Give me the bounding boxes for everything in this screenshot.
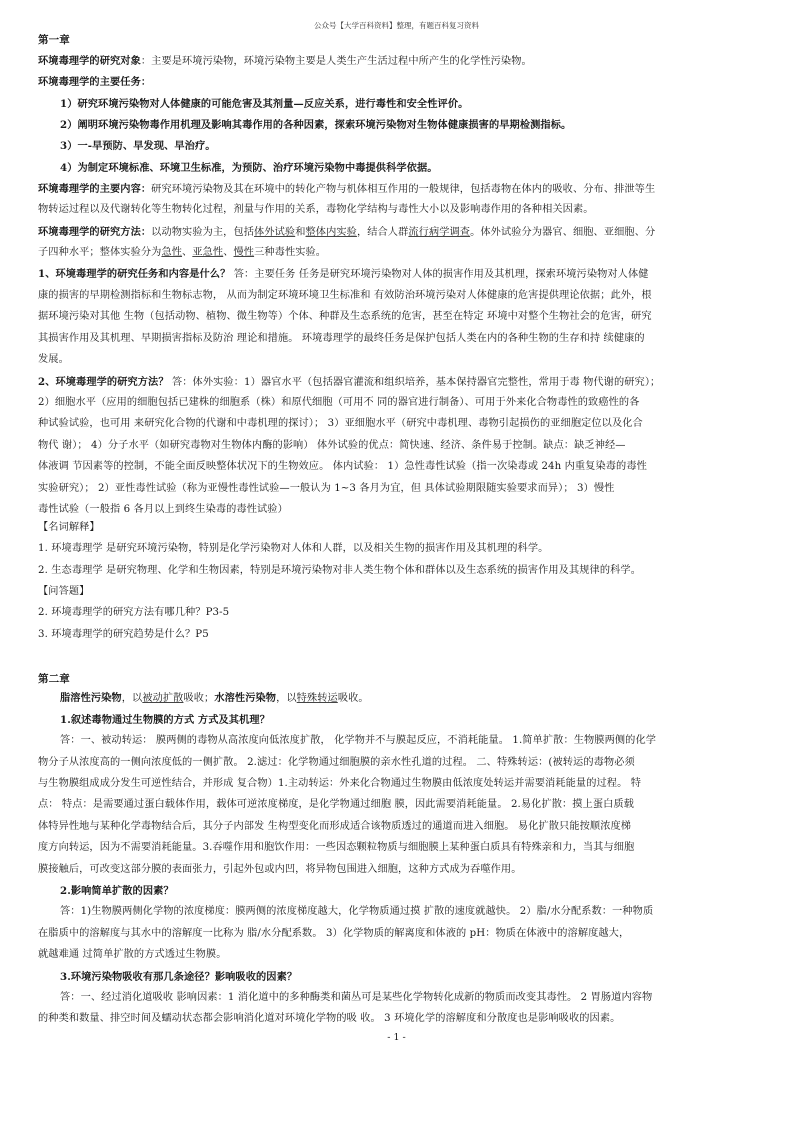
answer-text: 物分子从浓度高的一侧向浓度低的一侧扩散。 2.滤过：化学物通过细胞膜的亲水性孔道的过程。 二、特殊转运：(被转运的毒物必须 xyxy=(38,757,635,768)
underlined-term: 体外试验 xyxy=(254,227,296,238)
answer-text: 据环境污染对其他 生物（包括动物、植物、微生物等）个体、种群及生态系统的危害，甚至在特定 环境中对整个生物社会的危害，研究 xyxy=(38,311,652,322)
paragraph-method xyxy=(38,224,655,241)
answer-text: 实验研究）； 2）亚性毒性试验（称为亚慢性毒性试验—一般认为 1~3 各月为宜，但 具体试验期限随实验要求而异）； 3）慢性 xyxy=(38,483,615,494)
underlined-term: 流行病学调查 xyxy=(408,227,471,238)
answer-text: 度方向转运，因为不需要消耗能量。3.吞噬作用和胞饮作用：一些因态颗粒物质与细胞膜上某种蛋白质具有特殊亲和力，当其与细胞 xyxy=(38,842,635,853)
paragraph-text: 研究环境污染物及其在环境中的转化产物与机体相互作用的一般规律，包括毒物在体内的吸收、分布、排泄等生 xyxy=(151,184,656,195)
answer-text: 物代 谢）； 4）分子水平（如研究毒物对生物体内酶的影响） 体外试验的优点：简快速、经济、条件易于控制。缺点：缺乏神经— xyxy=(38,440,626,451)
paragraph-text: ，结合人群 xyxy=(356,227,409,238)
paragraph-text: 吸收。 xyxy=(337,693,369,704)
answer-text: 康的损害的早期检测指标和生物标志物， 从而为制定环境环境卫生标准和 有效防治环境污染对人体健康的危害提供理论依据；此外，根 xyxy=(38,290,652,301)
answer-text: 其损害作用及其机理、早期损害指标及防治 理论和措施。 环境毒理学的最终任务是保护包括人类在内的各种生物的生存和持 续健康的 xyxy=(38,333,645,344)
paragraph-method-cont xyxy=(38,245,326,261)
underlined-term: 整体内实验 xyxy=(305,227,357,238)
answer-text: 毒性试验（一般指 6 各月以上到终生染毒的毒性试验） xyxy=(38,504,288,515)
chapter-title: 第二章 xyxy=(38,673,70,685)
term-heading: 水溶性污染物 xyxy=(214,692,277,704)
underlined-term: 急性 xyxy=(161,247,183,258)
paragraph-text: 以动物实验为主，包括 xyxy=(151,227,255,238)
underlined-term: 被动扩散 xyxy=(142,693,184,704)
qa-item: 3. 环境毒理学的研究趋势是什么？P5 xyxy=(38,629,209,640)
answer-text: 在脂质中的溶解度与其水中的溶解度一比称为 脂/水分配系数。 3）化学物质的解离度和体液的 pH：物质在体液中的溶解度越大， xyxy=(38,928,630,939)
answer-text: 体液调 节因素等的控制，不能全面反映整体状况下的生物效应。 体内试验： 1）急性毒性试验（指一次染毒或 24h 内重复染毒的毒性 xyxy=(38,461,647,472)
underlined-term: 亚急性 xyxy=(192,247,224,258)
question-1 xyxy=(38,266,649,283)
question-heading: 1.叙述毒物通过生物膜的方式 方式及其机理？ xyxy=(60,714,270,726)
answer-text: 膜接触后，可改变这部分膜的表面张力，引起外包或内凹，将异物包围进入细胞，这种方式成为吞噬作用。 xyxy=(38,864,522,875)
term-heading: 脂溶性污染物 xyxy=(60,692,122,704)
task-item: 2）阐明环境污染物毒作用机理及影响其毒作用的各种因素，探索环境污染物对生物体健康损害的早期检测指标。 xyxy=(60,119,572,131)
question-heading: 2.影响简单扩散的因素？ xyxy=(60,885,174,897)
noun-definition: 1. 环境毒理学 是研究环境污染物，特别是化学污染物对人体和人群，以及相关生物的损害作用及其机理的科学。 xyxy=(38,543,549,554)
term-heading: 环境毒理学的研究方法： xyxy=(38,226,152,238)
answer-text: 答：主要任务 任务是研究环境污染物对人体的损害作用及其机理，探索环境污染物对人体健 xyxy=(230,269,649,280)
noun-heading: 【名词解释】 xyxy=(38,522,100,533)
page-header: 公众号【大学百科资料】整理，有题百科复习资料 xyxy=(314,21,479,30)
page-number: - 1 - xyxy=(387,1032,406,1043)
answer-text: 与生物膜组成成分发生可逆性结合，并形成 复合物）1.主动转运：外来化合物通过生物膜由低浓度处转运并需要消耗能量的过程。 特 xyxy=(38,778,641,789)
paragraph-text: 吸收； xyxy=(183,693,215,704)
noun-definition: 2. 生态毒理学 是研究物理、化学和生物因素，特别是环境污染物对非人类生物个体和群体以及生态系统的损害作用及其规律的科学。 xyxy=(38,565,641,576)
term-heading: 环境毒理学的主要内容： xyxy=(38,183,152,195)
paragraph-text: 、 xyxy=(182,247,193,258)
answer-text: 就越难通 过简单扩散的方式透过生物膜。 xyxy=(38,949,227,960)
paragraph-text: 、 xyxy=(223,247,234,258)
chapter-title: 第一章 xyxy=(38,34,70,46)
answer-text: 点： 特点：是需要通过蛋白载体作用，载体可逆浓度梯度，是化学物通过细胞 膜，因此需要消耗能量。 2.易化扩散：摸上蛋白质载 xyxy=(38,799,635,810)
paragraph-text: ，以 xyxy=(121,693,143,704)
answer-text: 种试验试验，也可用 来研究化合物的代谢和中毒机理的探讨）； 3）亚细胞水平（研究中毒机理、毒物引起损伤的亚细胞定位以及化合 xyxy=(38,418,643,429)
paragraph-text: ：主要是环境污染物，环境污染物主要是人类生产生活过程中所产生的化学性污染物。 xyxy=(140,56,532,67)
qa-heading: 【问答题】 xyxy=(38,586,90,597)
answer-text: 答：一、被动转运： 膜两侧的毒物从高浓度向低浓度扩散， 化学物并不与膜起反应，不消耗能量。 1.简单扩散：生物膜两侧的化学 xyxy=(60,735,657,746)
paragraph-text: 子四种水平；整体实验分为 xyxy=(38,247,162,258)
paragraph-text: 。体外试验分为器官、细胞、亚细胞、分 xyxy=(470,227,656,238)
answer-text: 答：1)生物膜两侧化学物的浓度梯度：膜两侧的浓度梯度越大，化学物质通过摸 扩散的速度就越快。 2）脂/水分配系数：一种物质 xyxy=(60,906,654,917)
question-2 xyxy=(38,374,660,391)
answer-text: 发展。 xyxy=(38,354,69,365)
question-heading: 1、环境毒理学的研究任务和内容是什么？ xyxy=(38,268,231,280)
term-heading: 环境毒理学的研究对象 xyxy=(38,55,141,67)
underlined-term: 慢性 xyxy=(233,247,255,258)
answer-text: 的种类和数量、排空时间及蠕动状态都会影响消化道对环境化学物的吸 收。 3 环境化学的溶解度和分散度也是影响吸收的因素。 xyxy=(38,1013,621,1024)
task-item: 3）一-早预防、早发现、早治疗。 xyxy=(60,140,216,152)
qa-item: 2. 环境毒理学的研究方法有哪几种？P3-5 xyxy=(38,607,230,618)
paragraph-text: 三种毒性实验。 xyxy=(254,247,327,258)
paragraph-research-object xyxy=(38,53,532,70)
chapter2-intro xyxy=(60,690,369,707)
task-item: 4）为制定环境标准、环境卫生标准，为预防、治疗环境污染物中毒提供科学依据。 xyxy=(60,162,438,174)
underlined-term: 特殊转运 xyxy=(296,693,338,704)
answer-text: 答：一、经过消化道吸收 影响因素：1 消化道中的多种酶类和菌丛可是某些化学物转化成新的物质而改变其毒性。 2 胃肠道内容物 xyxy=(60,992,653,1003)
question-heading: 3.环境污染物吸收有那几条途径？影响吸收的因素？ xyxy=(60,971,298,983)
paragraph-text: 和 xyxy=(295,227,306,238)
answer-text: 答：体外实验：1）器官水平（包括器官灌流和组织培养，基本保持器官完整性，常用于毒 物代谢的研究）； xyxy=(168,377,661,388)
tasks-heading: 环境毒理学的主要任务： xyxy=(38,76,152,88)
question-heading: 2、环境毒理学的研究方法？ xyxy=(38,376,169,388)
task-item: 1）研究环境污染物对人体健康的可能危害及其剂量—反应关系，进行毒性和安全性评价。 xyxy=(60,98,469,110)
paragraph-text: 物转运过程以及代谢转化等生物转化过程，剂量与作用的关系，毒物化学结构与毒性大小以及影响毒作用的各种相关因素。 xyxy=(38,204,594,215)
answer-text: 2）细胞水平（应用的细胞包括已建株的细胞系（株）和原代细胞（可用不 同的器官进行制备）、可用于外来化合物毒性的致癌性的各 xyxy=(38,397,640,408)
paragraph-text: ，以 xyxy=(276,693,297,704)
answer-text: 体特异性地与某种化学毒物结合后，其分子内部发 生构型变化而形成适合该物质透过的通道而进入细胞。 易化扩散只能按顺浓度梯 xyxy=(38,821,632,832)
paragraph-content xyxy=(38,181,655,198)
